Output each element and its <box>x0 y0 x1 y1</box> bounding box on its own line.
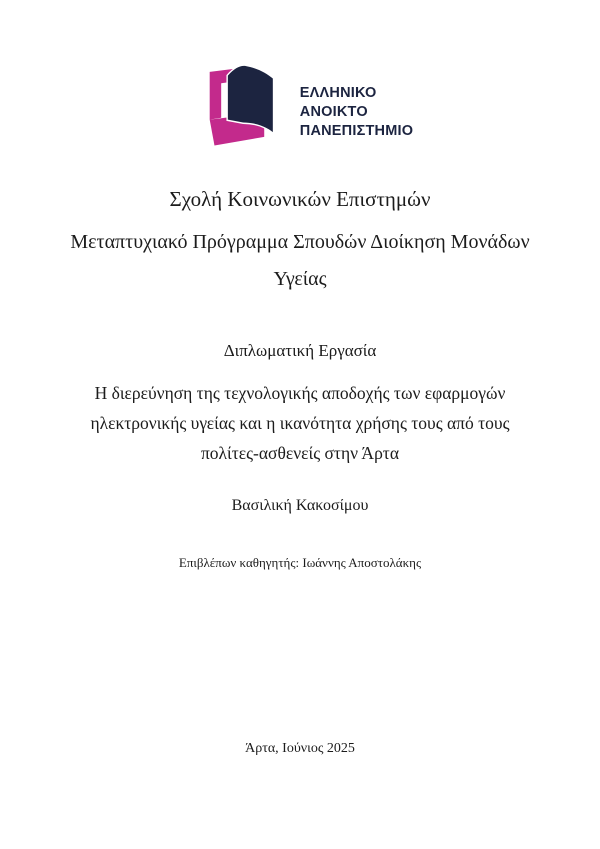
author-name: Βασιλική Κακοσίμου <box>231 497 369 515</box>
logo-wordmark-line2: ΑΝΟΙΚΤΟ <box>299 103 368 120</box>
thesis-type-label: Διπλωματική Εργασία <box>223 341 377 361</box>
program-title: Μεταπτυχιακό Πρόγραμμα Σπουδών Διοίκηση Μονάδων Υγείας <box>70 231 530 291</box>
logo-wordmark-line1: ΕΛΛΗΝΙΚΟ <box>299 84 377 101</box>
logo-book-shape <box>228 66 273 132</box>
place-date: Άρτα, Ιούνιος 2025 <box>245 741 355 757</box>
supervisor-line: Επιβλέπων καθηγητής: Ιωάννης Αποστολάκης <box>178 555 422 571</box>
open-book-logo-icon <box>203 64 291 160</box>
school-title: Σχολή Κοινωνικών Επιστημών <box>169 187 431 211</box>
logo-wordmark <box>300 84 413 141</box>
university-logo <box>8 0 600 160</box>
logo-wordmark-line3: ΠΑΝΕΠΙΣΤΗΜΙΟ <box>299 122 414 139</box>
thesis-title: Η διερεύνηση της τεχνολογικής αποδοχής των εφαρμογών ηλεκτρονικής υγείας και η ικανότητα χρήσης τους από τους πολίτες-ασθενείς στην Άρτα <box>90 383 510 464</box>
